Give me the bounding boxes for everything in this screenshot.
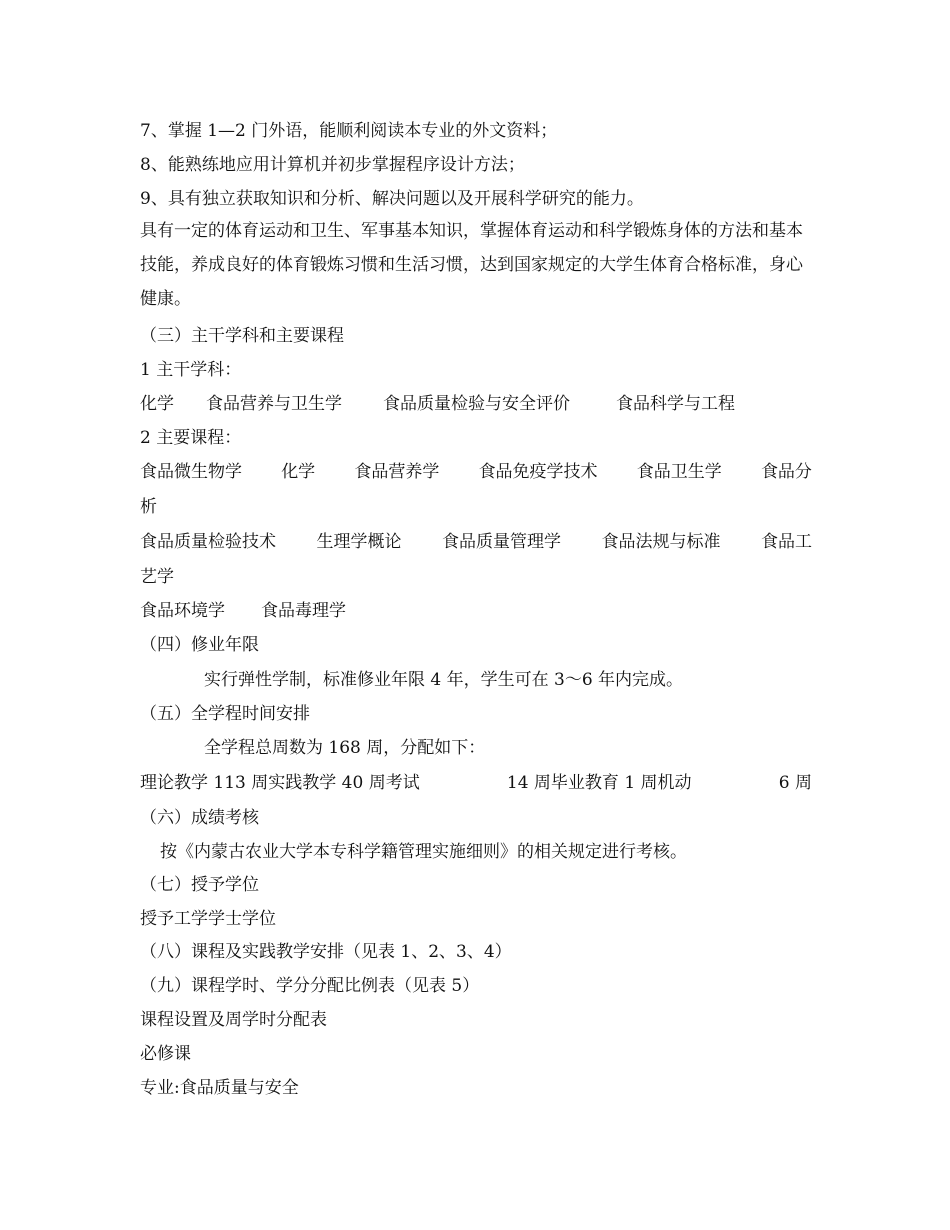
- courses-row-1: [140, 460, 812, 484]
- disciplines-row: [140, 392, 812, 416]
- major-label: 专业:食品质量与安全: [140, 1078, 299, 1098]
- discipline-item: 食品科学与工程: [616, 394, 735, 414]
- course-item: 食品营养学: [354, 462, 440, 482]
- courses-row-3: [140, 599, 812, 623]
- allocation-part: 14 周毕业教育 1 周机动: [506, 773, 692, 793]
- section3-heading: （三）主干学科和主要课程: [140, 326, 344, 346]
- list-item-7: 7、掌握 1—2 门外语，能顺利阅读本专业的外文资料；: [140, 121, 558, 141]
- list-item-8: 8、能熟练地应用计算机并初步掌握程序设计方法；: [140, 155, 525, 175]
- section7-text: 授予工学学士学位: [140, 909, 276, 929]
- course-item: 食品卫生学: [636, 462, 722, 482]
- required-label: 必修课: [140, 1044, 191, 1064]
- course-item: 食品微生物学: [140, 462, 242, 482]
- section6-heading: （六）成绩考核: [140, 808, 259, 828]
- course-item: 食品毒理学: [261, 601, 346, 621]
- allocation-part: 6 周: [778, 773, 812, 793]
- course-item: 生理学概论: [316, 532, 402, 552]
- table-title: 课程设置及周学时分配表: [140, 1010, 327, 1030]
- section5-heading: （五）全学程时间安排: [140, 704, 310, 724]
- section4-heading: （四）修业年限: [140, 635, 259, 655]
- section4-text: 实行弹性学制，标准修业年限 4 年，学生可在 3～6 年内完成。: [204, 670, 684, 690]
- discipline-item: 化学: [140, 394, 174, 414]
- section5-text: 全学程总周数为 168 周，分配如下：: [204, 738, 486, 758]
- pe-paragraph: 具有一定的体育运动和卫生、军事基本知识，掌握体育运动和科学锻炼身体的方法和基本技能，养成良好的体育锻炼习惯和生活习惯，达到国家规定的大学生体育合格标准，身心健康。: [140, 221, 803, 309]
- allocation-row: [140, 771, 812, 795]
- section7-heading: （七）授予学位: [140, 875, 259, 895]
- course-item: 食品环境学: [140, 601, 225, 621]
- list-item-9: 9、具有独立获取知识和分析、解决问题以及开展科学研究的能力。: [140, 189, 644, 209]
- course-item: 食品免疫学技术: [478, 462, 598, 482]
- disciplines-label: 1 主干学科：: [140, 360, 242, 380]
- section9-heading: （九）课程学时、学分分配比例表（见表 5）: [140, 976, 480, 996]
- course-item: 食品法规与标准: [601, 532, 721, 552]
- courses-row-2-wrap: 艺学: [140, 567, 174, 587]
- allocation-part: 理论教学 113 周实践教学 40 周考试: [140, 773, 420, 793]
- courses-row-2: [140, 530, 812, 554]
- section6-text: 按《内蒙古农业大学本专科学籍管理实施细则》的相关规定进行考核。: [160, 842, 687, 862]
- discipline-item: 食品质量检验与安全评价: [383, 394, 570, 414]
- course-item: 食品质量检验技术: [140, 532, 276, 552]
- discipline-item: 食品营养与卫生学: [206, 394, 342, 414]
- courses-label: 2 主要课程：: [140, 428, 242, 448]
- course-item: 食品质量管理学: [442, 532, 561, 552]
- course-item: 食品分: [760, 462, 812, 482]
- courses-row-1-wrap: 析: [140, 497, 157, 517]
- course-item: 食品工: [761, 532, 812, 552]
- course-item: 化学: [281, 462, 316, 482]
- section8-heading: （八）课程及实践教学安排（见表 1、2、3、4）: [140, 942, 512, 962]
